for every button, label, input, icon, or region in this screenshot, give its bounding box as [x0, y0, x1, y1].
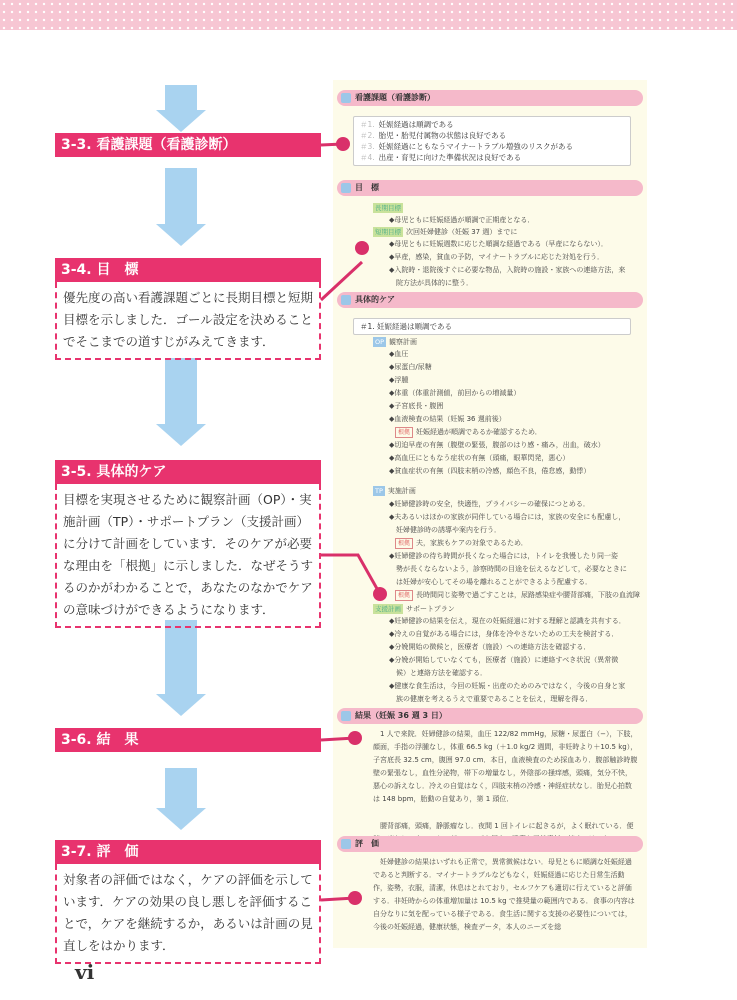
care-item: ◆血圧 — [389, 350, 409, 358]
result-text-2: 腰背部痛，頭痛，静脈瘤なし．夜間 1 回トイレに起きるが，よく眠れている．便 — [380, 822, 634, 830]
section-specific-care: 具体的ケア — [337, 292, 643, 308]
evaluation-text: 妊婦健診の結果はいずれも正常で，異常徴候はない．母児ともに順調な妊娠経過であると判断する．マイナートラブルなどもなく，妊娠経過に応じた日常生活動作，姿勢，衣服，清潔，休息はとれており，セルフケアも適切に行えていると評価する．非妊時からの体重増加量は 10.5 kg で推奨量の範囲内である．食事の内容は自分なりに気を配っている様子である．食生活に関する支援の必要性については，今後の妊娠経過，健康状態，検査データ，本人のニーズを総 — [373, 858, 635, 931]
diagnosis-item: ＃1. 妊娠経過は順調である — [360, 120, 454, 129]
care-item: ◆冷えの自覚がある場合には，身体を冷やさないための工夫を検討する． — [389, 630, 619, 638]
care-item: ◆妊婦健診の待ち時間が長くなった場合には，トイレを我慢したり同一姿 — [389, 552, 619, 560]
support-plan-badge: 支援計画 — [375, 605, 401, 613]
section-result: 結果（妊娠 36 週 3 日） — [337, 708, 643, 724]
tp-badge: TP — [375, 487, 383, 495]
short-term-goal: ◆入院時・退院後すぐに必要な物品，入院時の施設・家族への連絡方法，来 — [389, 266, 626, 274]
connector-dot — [336, 137, 350, 151]
step-3-4-body: 優先度の高い看護課題ごとに長期目標と短期目標を示しました．ゴール設定を決めることでそこまでの道すじがみえてきます． — [55, 282, 321, 360]
section-evaluation: 評 価 — [337, 836, 643, 852]
care-item: ◆切迫早産の有無（腹壁の緊張，腹部のはり感・痛み，出血，破水） — [389, 441, 605, 449]
care-item: 候）と連絡方法を確認する． — [389, 669, 487, 677]
diagnosis-item: ＃2. 胎児・胎児付属物の状態は良好である — [360, 131, 507, 140]
rationale: 根拠 妊娠経過が順調であるか確認するため． — [395, 426, 542, 439]
care-target-box: ＃1. 妊娠経過は順調である — [353, 318, 631, 335]
step-3-7-header: 3-7. 評 価 — [55, 840, 321, 864]
sample-record-panel: 看護課題（看護診断） ＃1. 妊娠経過は順調である ＃2. 胎児・胎児付属物の状態は良好である ＃3. 妊娠経過にともなうマイナートラブル増強のリスクがある ＃4. 出産・育児に向けた準備状況は良好である 目 標 長期目標 ◆母児ともに妊娠経過が順調で正期産となる． 短期目標 次回妊婦健診（妊娠 37 週）までに ◆母児ともに妊娠週数に応じた順調な経過である（早産にならない）． ◆早産，感染，貧血の予防，マイナートラブルに応じた対処を行う． ◆入院時・退院後すぐに必要な物品，入院時の施設・家族への連絡方法，来 院方法が具体的に整う． 具体的ケア ＃1. 妊娠経過は順調である OP 観察計画 ◆血圧 ◆尿蛋白/尿糖 ◆浮腫 ◆体重（体重計測値，前回からの増減量） ◆子宮底長・腹囲 ◆血液検査の結果（妊娠 36 週前後） 根拠 妊娠経過が順調であるか確認するため． ◆切迫早産の有無（腹壁の緊張，腹部のはり感・痛み，出血，破水） ◆高血圧にともなう症状の有無（頭痛，眼華閃発，悪心） ◆貧血症状の有無（四肢末梢の冷感，顔色不良，倦怠感，動悸） TP 実施計画 ◆妊婦健診時の安全，快適性，プライバシーの確保につとめる． ◆夫あるいはほかの家族が同伴している場合には，家族の安全にも配慮し， 妊婦健診時の誘導や案内を行う． 根拠 夫，家族もケアの対象であるため． ◆妊婦健診の待ち時間が長くなった場合には，トイレを我慢したり同一姿 勢が長くならないよう，診察時間の目途を伝えるなどして，必要なときに は妊婦が安心してその場を離れることができるよう配慮する． 根拠 長時間同じ姿勢で過ごすことは，尿路感染症や腰背部痛，下肢の血流障 支援計画 サポートプラン ◆妊婦健診の結果を伝え，現在の妊娠経過に対する理解と認識を共有する． ◆冷えの自覚がある場合には，身体を冷やさないための工夫を検討する． ◆分娩開始の徴候と，医療者（施設）への連絡方法を確認する． ◆分娩が開始していなくても，医療者（施設）に連絡すべき状況（異常徴 候）と連絡方法を確認する． ◆健康な食生活は，今回の妊娠・出産のためのみではなく，今後の自身と家 族の健康を考えるうえで重要であることを伝え，理解を得る． 結果（妊娠 36 週 3 日） 1 人で来院．妊婦健診の結果，血圧 122/82 mmHg，尿糖・尿蛋白（−），下肢，顔面，手指の浮腫なし，体重 66.5 kg（＋1.0 kg/2 週間，非妊時より＋10.5 kg），子宮底長 32.5 cm，腹囲 97.0 cm．本日，血液検査のため採血あり．腹部触診時腹壁の緊張なし，血性分泌物，帯下の増量なし，外陰部の掻痒感，頭痛，気分不快，悪心の訴えなし．冷えの自覚はなく，四肢末梢の冷感・神経症状なし．胎児心拍数は 148 bpm，胎動の自覚あり，第 1 頭位． 腰背部痛，頭痛，静脈瘤なし．夜間 1 回トイレに起きるが，よく眠れている．便 評 価 妊婦健診の結果はいずれも正常で，異常徴候はない．母児ともに順調な妊娠経過であると判断する．マイナートラブルなどもなく，妊娠経過に応じた日常生活動作，姿勢，衣服，清潔，休息はとれており，セルフケアも適切に行えていると評価する．非妊時からの体重増加量は 10.5 kg で推奨量の範囲内である．食事の内容は自分なりに気を配っている様子である．食生活に関する支援の必要性については，今後の妊娠経過，健康状態，検査データ，本人のニーズを総 — [333, 80, 647, 948]
care-item: ◆浮腫 — [389, 376, 409, 384]
care-item: ◆健康な食生活は，今回の妊娠・出産のためのみではなく，今後の自身と家 — [389, 682, 626, 690]
rationale-badge: 根拠 — [395, 538, 413, 549]
step-3-5-body: 目標を実現させるために観察計画（OP）・実施計画（TP）・サポートプラン（支援計画）に分けて計画をしています．そのケアが必要な理由を「根拠」に示しました．なぜそうするのかがわかることで，あなたのなかでケアの意味づけができるようになります． — [55, 484, 321, 628]
care-item: ◆妊婦健診時の安全，快適性，プライバシーの確保につとめる． — [389, 500, 590, 508]
section-goals: 目 標 — [337, 180, 643, 196]
step-3-7-body: 対象者の評価ではなく，ケアの評価を示しています．ケアの効果の良し悪しを評価することで，ケアを継続するか，あるいは計画の見直しをはかります． — [55, 864, 321, 964]
step-3-5-header: 3-5. 具体的ケア — [55, 460, 321, 484]
page-number: vi — [75, 960, 95, 984]
care-item: ◆血液検査の結果（妊娠 36 週前後） — [389, 415, 506, 423]
short-term-goal: 院方法が具体的に整う． — [389, 279, 473, 287]
care-item: 勢が長くならないよう，診察時間の目途を伝えるなどして，必要なときに — [389, 565, 627, 573]
care-item: ◆夫あるいはほかの家族が同伴している場合には，家族の安全にも配慮し， — [389, 513, 626, 521]
section-nursing-diagnosis: 看護課題（看護診断） — [337, 90, 643, 106]
care-item: ◆分娩が開始していなくても，医療者（施設）に連絡すべき状況（異常徴 — [389, 656, 619, 664]
diagnosis-item: ＃4. 出産・育児に向けた準備状況は良好である — [360, 153, 522, 162]
care-item: ◆体重（体重計測値，前回からの増減量） — [389, 389, 521, 397]
care-item: ◆妊婦健診の結果を伝え，現在の妊娠経過に対する理解と認識を共有する． — [389, 617, 626, 625]
care-item: ◆高血圧にともなう症状の有無（頭痛，眼華閃発，悪心） — [389, 454, 570, 462]
care-item: ◆貧血症状の有無（四肢末梢の冷感，顔色不良，倦怠感，動悸） — [389, 467, 591, 475]
care-item: ◆尿蛋白/尿糖 — [389, 363, 432, 371]
care-item: は妊婦が安心してその場を離れることができるよう配慮する． — [389, 578, 592, 586]
connector-dot — [373, 587, 387, 601]
result-text: 1 人で来院．妊婦健診の結果，血圧 122/82 mmHg，尿糖・尿蛋白（−），下肢，顔面，手指の浮腫なし，体重 66.5 kg（＋1.0 kg/2 週間，非妊時より＋10.5 kg），子宮底長 32.5 cm，腹囲 97.0 cm．本日，血液検査のため採血あり．腹部触診時腹壁の緊張なし，血性分泌物，帯下の増量なし，外陰部の掻痒感，頭痛，気分不快，悪心の訴えなし．冷えの自覚はなく，四肢末梢の冷感・神経症状なし．胎児心拍数は 148 bpm，胎動の自覚あり，第 1 頭位． — [373, 730, 638, 803]
connector-dot — [348, 731, 362, 745]
care-item: ◆分娩開始の徴候と，医療者（施設）への連絡方法を確認する． — [389, 643, 591, 651]
rationale-badge: 根拠 — [395, 427, 413, 438]
long-term-goal-badge: 長期目標 — [375, 204, 401, 212]
long-term-goal: ◆母児ともに妊娠経過が順調で正期産となる． — [389, 216, 535, 224]
rationale-badge: 根拠 — [395, 590, 413, 601]
short-term-goal: ◆早産，感染，貧血の予防，マイナートラブルに応じた対処を行う． — [389, 253, 604, 261]
short-term-goal-badge: 短期目標 — [375, 228, 401, 236]
step-3-3-header: 3-3. 看護課題（看護診断） — [55, 133, 321, 157]
diagnosis-item: ＃3. 妊娠経過にともなうマイナートラブル増強のリスクがある — [360, 142, 574, 151]
connector-dot — [355, 241, 369, 255]
care-item: 族の健康を考えるうえで重要であることを伝え，理解を得る． — [389, 695, 593, 703]
short-term-goal: ◆母児ともに妊娠週数に応じた順調な経過である（早産にならない）． — [389, 240, 608, 248]
care-item: ◆子宮底長・腹囲 — [389, 402, 444, 410]
step-3-6-header: 3-6. 結 果 — [55, 728, 321, 752]
op-badge: OP — [375, 338, 385, 346]
connector-dot — [348, 891, 362, 905]
step-3-4-header: 3-4. 目 標 — [55, 258, 321, 282]
care-item: 妊婦健診時の誘導や案内を行う． — [389, 526, 501, 534]
